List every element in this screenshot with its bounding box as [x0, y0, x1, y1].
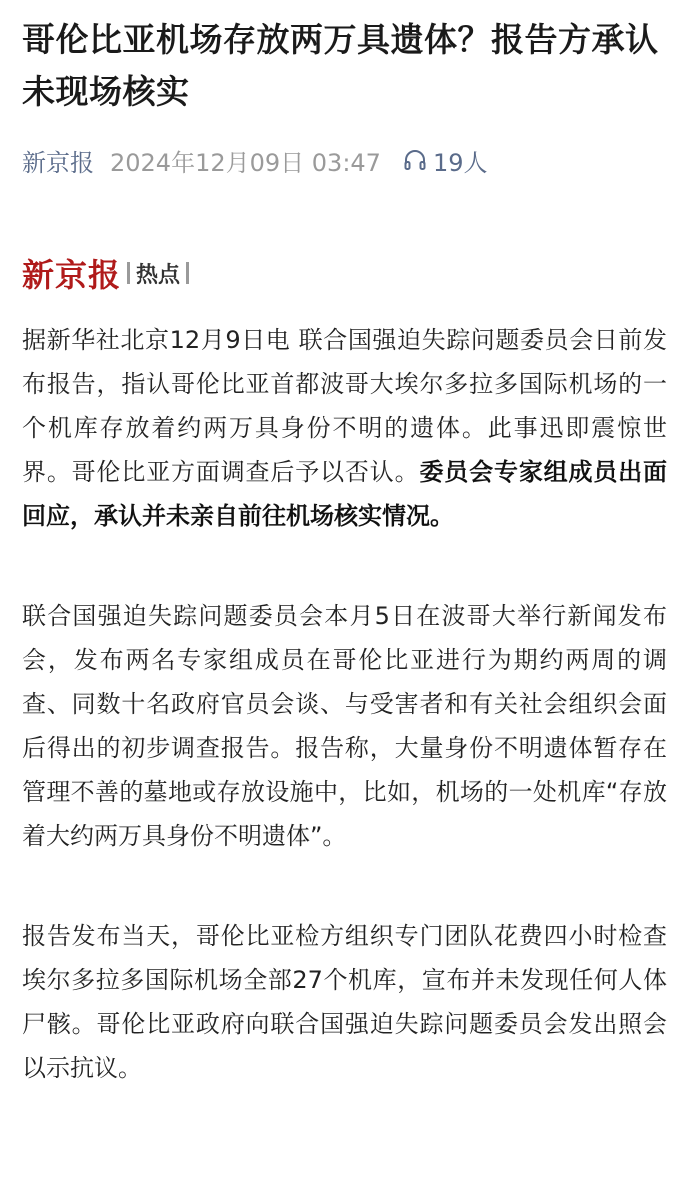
brand-divider-right	[186, 262, 189, 284]
brand-logo: 新京报	[22, 256, 122, 294]
brand-divider-left	[127, 262, 130, 284]
listen-button[interactable]	[403, 143, 488, 178]
paragraph-1	[22, 318, 667, 538]
brand-tag: 热点	[136, 262, 181, 288]
headphones-icon	[403, 148, 427, 172]
source-link[interactable]: 新京报	[22, 148, 94, 177]
listener-count: 19人	[432, 148, 488, 177]
paragraph-1-bold: 委员会专家组成员出面回应，承认并未亲自前往机场核实情况。	[22, 458, 668, 530]
paragraph-2: 联合国强迫失踪问题委员会本月5日在波哥大举行新闻发布会，发布两名专家组成员在哥伦比亚进行为期约两周的调查、同数十名政府官员会谈、与受害者和有关社会组织会面后得出的初步调查报告。报告称，大量身份不明遗体暂存在管理不善的墓地或存放设施中，比如，机场的一处机库“存放着大约两万具身份不明遗体”。	[22, 602, 667, 850]
paragraph-3: 报告发布当天，哥伦比亚检方组织专门团队花费四小时检查埃尔多拉多国际机场全部27个机库，宣布并未发现任何人体尸骸。哥伦比亚政府向联合国强迫失踪问题委员会发出照会以示抗议。	[22, 922, 667, 1082]
paragraph-1-text: 据新华社北京12月9日电 联合国强迫失踪问题委员会日前发布报告，指认哥伦比亚首都波哥大埃尔多拉多国际机场的一个机库存放着约两万具身份不明的遗体。此事迅即震惊世界。哥伦比亚方面调查后予以否认。	[22, 326, 667, 486]
publish-date: 2024年12月09日 03:47	[110, 148, 381, 177]
article-title: 哥伦比亚机场存放两万具遗体？报告方承认未现场核实	[22, 20, 659, 111]
brand-header	[22, 248, 667, 298]
article-meta	[22, 140, 667, 180]
